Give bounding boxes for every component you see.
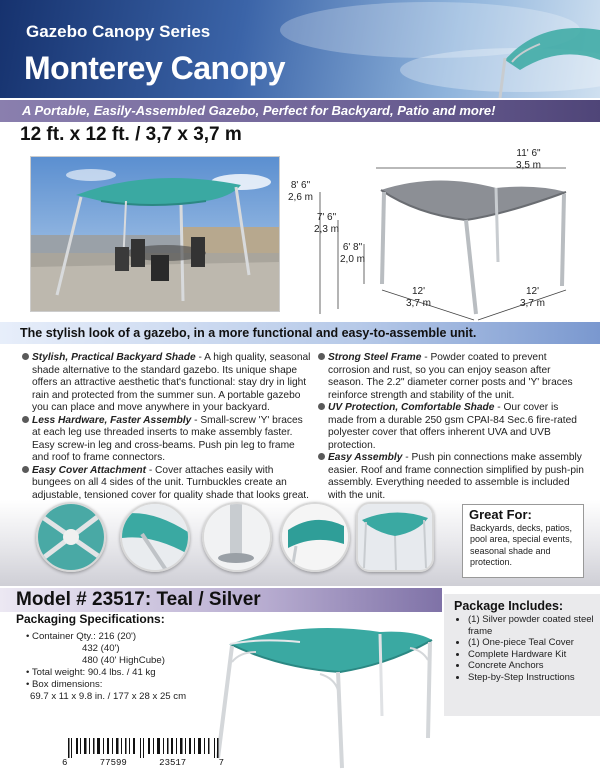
subtitle-text: The stylish look of a gazebo, in a more functional and easy-to-assemble unit. (20, 326, 477, 340)
feature-heading: Easy Assembly (328, 452, 403, 463)
detail-photo-base (202, 502, 272, 572)
dim-height-peak-imperial: 8' 6" (290, 180, 311, 191)
feature-item (22, 352, 312, 415)
feature-item (22, 465, 312, 503)
spec-box: • Box dimensions: (26, 679, 103, 690)
barcode (62, 738, 224, 770)
feature-text: - Push pin connections make assembly easier. Roof and frame connection simplified by push-pin assembly. Everything needed to assemble is included with the unit. (328, 452, 584, 501)
great-for-text: Backyards, decks, patios, pool area, special events, seasonal shade and protection. (470, 523, 573, 567)
spec-container: • Container Qty.: 216 (20') (26, 631, 137, 642)
feature-heading: Easy Cover Attachment (32, 464, 146, 476)
dim-height-peak (288, 180, 313, 204)
spec-weight: • Total weight: 90.4 lbs. / 41 kg (26, 667, 156, 678)
feature-text: - Small-screw 'Y' braces at each leg use threaded inserts to make assembly faster. Easy screw-in leg and cross-beams. Push pin leg to frame and roof to frame connectors. (32, 414, 303, 463)
bullet-icon (318, 403, 325, 410)
dim-height-low (340, 242, 365, 266)
detail-photo-cover (280, 502, 350, 572)
spec-container-3: 480 (40' HighCube) (82, 655, 165, 666)
dim-base-right (520, 286, 545, 310)
package-item: • (1) One-piece Teal Cover (468, 637, 600, 649)
feature-heading: Stylish, Practical Backyard Shade (32, 352, 196, 363)
product-title: Monterey Canopy (24, 50, 285, 86)
spec-container-2: 432 (40') (82, 643, 120, 654)
package-includes-list (458, 614, 600, 684)
spec-container-text: Container Qty.: 216 (20') (32, 631, 137, 642)
patio-scene-image (31, 157, 279, 311)
spec-box-label: Box dimensions: (32, 679, 103, 690)
bracket-detail-image (38, 504, 104, 570)
tagline-text: A Portable, Easily-Assembled Gazebo, Perfect for Backyard, Patio and more! (22, 103, 496, 118)
model-number (16, 589, 261, 611)
series-name: Gazebo Canopy Series (26, 22, 211, 41)
bullet-icon (22, 466, 29, 473)
bullet-icon (318, 353, 325, 360)
detail-photo-gazebo (356, 502, 434, 572)
barcode-bars (62, 738, 224, 758)
dim-height-mid-metric: 2,3 m (314, 224, 340, 235)
model-color: Teal / Silver (151, 589, 261, 610)
bullet-icon (318, 453, 325, 460)
bullet-icon (22, 416, 29, 423)
feature-heading: Strong Steel Frame (328, 352, 422, 363)
dim-height-low-imperial: 6' 8" (342, 242, 363, 253)
model-label: Model # 23517: (16, 589, 152, 610)
base-detail-image (204, 504, 270, 570)
package-item: • Complete Hardware Kit (468, 649, 600, 661)
barcode-digit-prefix: 6 (62, 758, 68, 768)
feature-item (318, 352, 586, 402)
great-for-box (462, 504, 584, 578)
cover-detail-image (282, 504, 348, 570)
gazebo-detail-image (358, 504, 432, 570)
model-bar (0, 588, 442, 612)
great-for-heading: Great For: (469, 507, 532, 522)
dim-height-mid-imperial: 7' 6" (316, 212, 337, 223)
packaging-specs (26, 631, 216, 703)
package-item: • Concrete Anchors (468, 660, 600, 672)
header-banner (0, 0, 600, 98)
dim-height-peak-metric: 2,6 m (288, 192, 314, 203)
package-item: • Step-by-Step Instructions (468, 672, 600, 684)
package-includes-box (444, 594, 600, 716)
barcode-digit-group-2: 23517 (159, 758, 187, 768)
dim-top-width-imperial: 11' 6" (516, 148, 541, 159)
dim-base-right-imperial: 12' (525, 286, 540, 297)
corner-detail-image (122, 504, 188, 570)
tagline-bar (0, 100, 600, 122)
feature-item (318, 402, 586, 452)
spec-box-value: 69.7 x 11 x 9.8 in. / 177 x 28 x 25 cm (30, 691, 187, 702)
package-item: • (1) Silver powder coated steel frame (468, 614, 600, 637)
bullet-icon (22, 353, 29, 360)
dim-base-left-imperial: 12' (411, 286, 426, 297)
subtitle-bar (0, 322, 600, 344)
spec-weight-text: Total weight: 90.4 lbs. / 41 kg (31, 667, 156, 678)
feature-heading: UV Protection, Comfortable Shade (328, 402, 495, 413)
size-line: 12 ft. x 12 ft. / 3,7 x 3,7 m (20, 124, 242, 145)
barcode-digits (62, 758, 224, 768)
dim-base-right-metric: 3,7 m (520, 298, 546, 309)
detail-photo-corner (120, 502, 190, 572)
dim-height-mid (314, 212, 339, 236)
barcode-digit-group-1: 77599 (99, 758, 127, 768)
feature-item (22, 415, 312, 465)
dim-top-width-metric: 3,5 m (516, 160, 542, 171)
gazebo-product-image (200, 612, 440, 770)
dim-height-low-metric: 2,0 m (340, 254, 366, 265)
packaging-heading: Packaging Specifications: (16, 612, 165, 626)
dim-base-left (406, 286, 431, 310)
package-includes-heading: Package Includes: (454, 599, 564, 613)
barcode-digit-check: 7 (218, 758, 224, 768)
feature-text: - Cover attaches easily with bungees on all 4 sides of the unit. Turnbuckles create an adjustable, tensioned cover for quality shade that looks great. (32, 464, 309, 501)
detail-photo-bracket (36, 502, 106, 572)
features-right-column (318, 352, 586, 502)
features-left-column (22, 352, 312, 502)
feature-text: - A high quality, seasonal shade alternative to the standard gazebo. Its unique shape offers an attractive aesthetic that's functional: stay dry in light rain and protected from the summer sun. A portable gazebo you can place and move anywhere in your backyard. (32, 352, 311, 413)
gazebo-patio-photo (30, 156, 280, 312)
dim-top-width (516, 148, 541, 172)
feature-text: - Our cover is made from a durable 250 gsm CPAI-84 Sec.6 fire-rated polyester cover that offers inherent UVA and UVB protection. (328, 402, 577, 451)
dim-base-left-metric: 3,7 m (406, 298, 432, 309)
feature-heading: Less Hardware, Faster Assembly (32, 414, 192, 426)
feature-item (318, 452, 586, 502)
feature-text: - Powder coated to prevent corrosion and rust, so you can enjoy season after season. The 2.2" diameter corner posts and 'Y' braces reinforce strength and stability of the unit. (328, 352, 573, 401)
